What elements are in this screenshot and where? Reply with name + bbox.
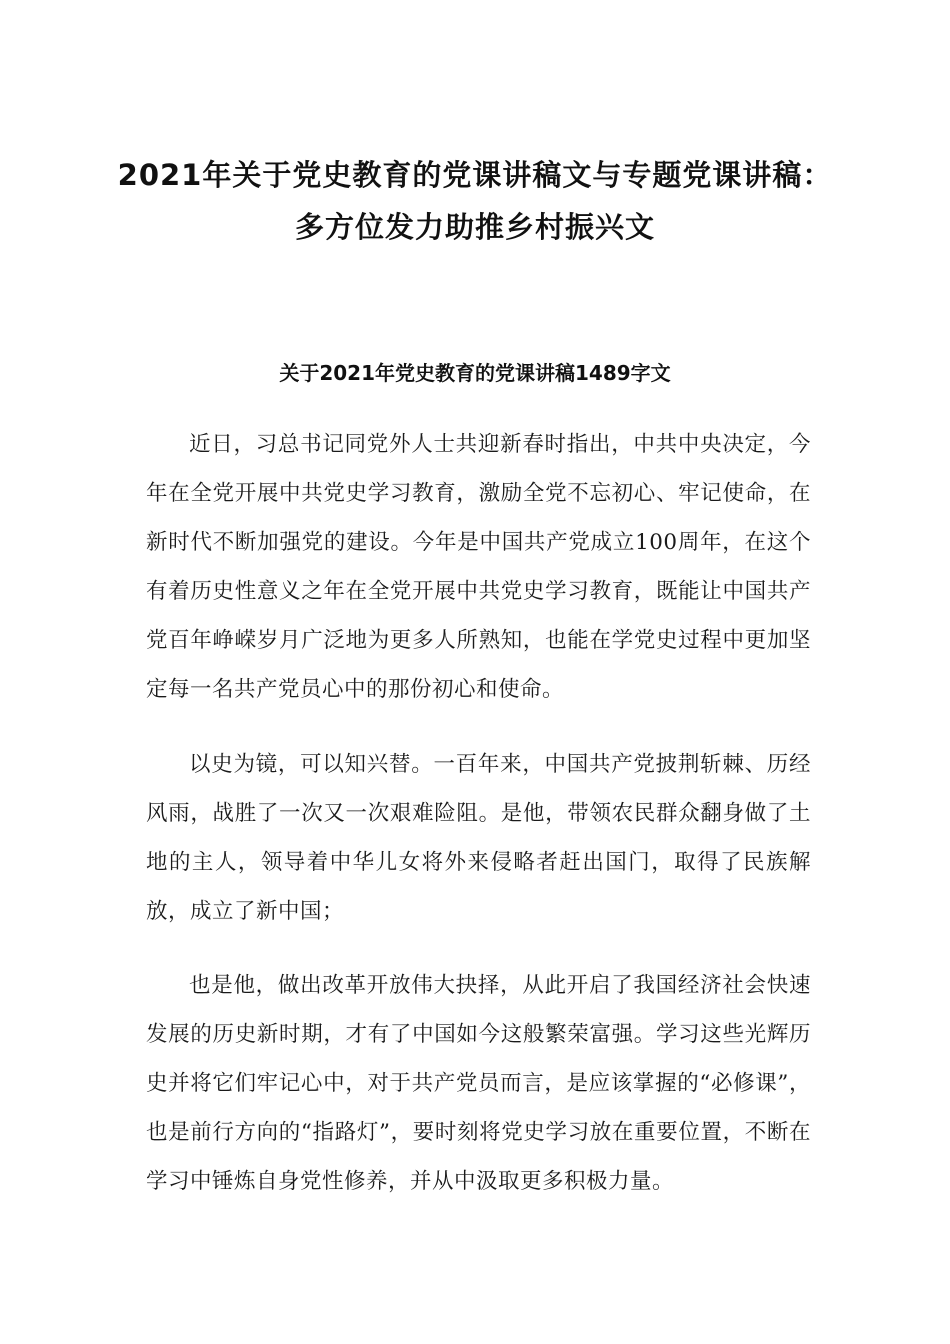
body-paragraph-2: 以史为镜，可以知兴替。一百年来，中国共产党披荆斩棘、历经风雨，战胜了一次又一次艰难险阻。是他，带领农民群众翻身做了土地的主人，领导着中华儿女将外来侵略者赶出国门，取得了民族解放，成立了新中国； [146,752,811,924]
body-paragraph-1: 近日，习总书记同党外人士共迎新春时指出，中共中央决定，今年在全党开展中共党史学习教育，激励全党不忘初心、牢记使命，在新时代不断加强党的建设。今年是中国共产党成立100周年，在这个有着历史性意义之年在全党开展中共党史学习教育，既能让中国共产党百年峥嵘岁月广泛地为更多人所熟知，也能在学党史过程中更加坚定每一名共产党员心中的那份初心和使命。 [146,432,811,702]
body-paragraph-3: 也是他，做出改革开放伟大抉择，从此开启了我国经济社会快速发展的历史新时期，才有了中国如今这般繁荣富强。学习这些光辉历史并将它们牢记心中，对于共产党员而言，是应该掌握的“必修课”，也是前行方向的“指路灯”，要时刻将党史学习放在重要位置，不断在学习中锤炼自身党性修养，并从中汲取更多积极力量。 [146,973,811,1194]
section-subtitle: 关于2021年党史教育的党课讲稿1489字文 [279,361,671,385]
document-title-line-2: 多方位发力助推乡村振兴文 [294,210,655,244]
document-title-line-1: 2021年关于党史教育的党课讲稿文与专题党课讲稿： [117,158,833,192]
